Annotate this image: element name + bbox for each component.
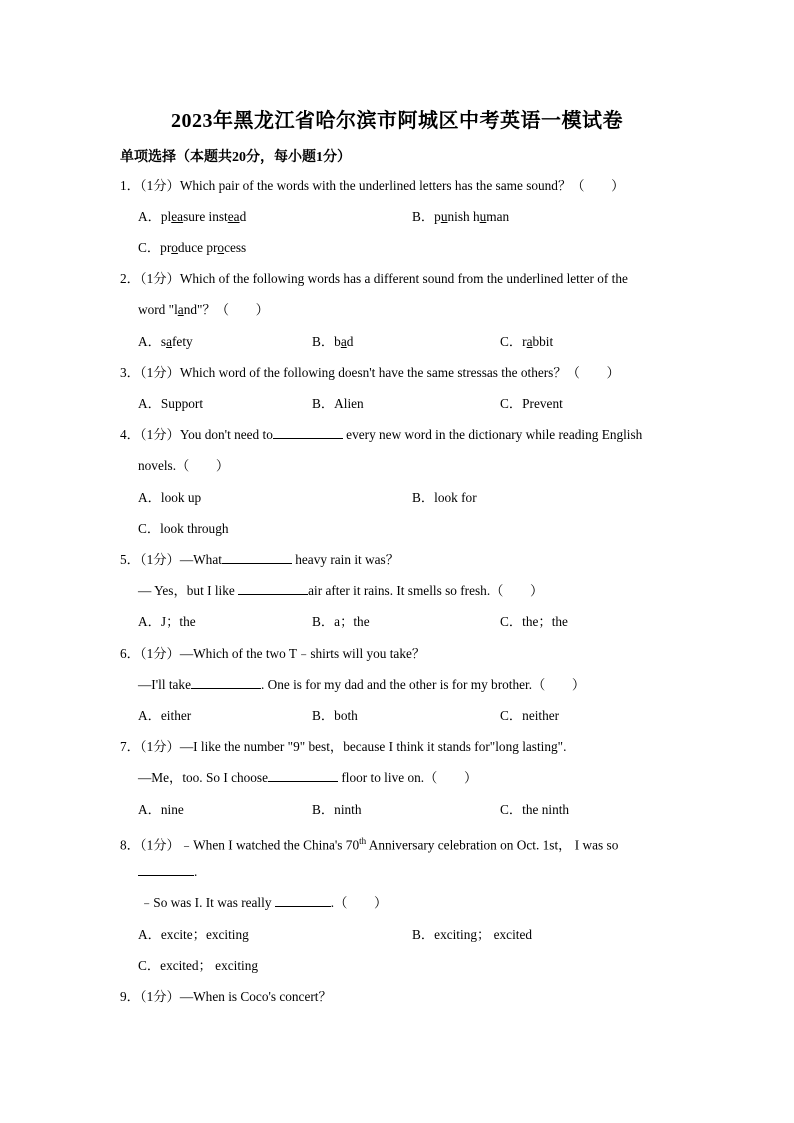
q1-option-b: B．punish human [412,209,510,224]
answer-blank [268,769,338,782]
q5-stem: 5．（1分）—What heavy rain it was？ [120,552,400,567]
answer-blank [273,426,343,439]
q5-option-c: C．the；the [500,614,568,629]
q3-option-a: A．Support [138,396,204,411]
q8-stem-line3: ﹣So was I. It was really .（ ） [140,895,388,910]
q5-option-a: A．J；the [138,614,196,629]
q4-stem-line2: novels.（ ） [138,458,230,473]
q8-stem-line2: . [138,863,197,881]
q3-option-c: C．Prevent [500,396,563,411]
q8-option-b: B．exciting； excited [412,927,533,942]
q6-option-a: A．either [138,708,192,723]
q2-option-a: A．safety [138,334,193,349]
q4-option-a: A．look up [138,490,202,505]
q1-stem: 1．（1分）Which pair of the words with the underlined letters has the same sound？（ ） [120,178,625,193]
q2-stem: 2．（1分）Which of the following words has a different sound from the underlined letter of the [120,271,628,286]
q1-option-c: C．produce process [138,240,247,255]
section-heading: 单项选择（本题共20分，每小题1分） [120,150,351,165]
q7-option-c: C．the ninth [500,802,570,817]
q7-stem: 7．（1分）—I like the number "9" best，because I think it stands for"long lasting". [120,739,567,754]
q9-stem: 9．（1分）—When is Coco's concert？ [120,989,332,1004]
answer-blank [138,863,194,876]
q6-stem: 6．（1分）—Which of the two T﹣shirts will you take？ [120,646,426,661]
q7-option-b: B．ninth [312,802,362,817]
answer-blank [222,551,292,564]
q2-option-b: B．bad [312,334,354,349]
exam-title: 2023年黑龙江省哈尔滨市阿城区中考英语一模试卷 [171,110,623,132]
q5-option-b: B．a；the [312,614,370,629]
q8-option-a: A．excite；exciting [138,927,249,942]
q8-stem: 8．（1分）﹣When I watched the China's 70th Anniversary celebration on Oct. 1st， I was so [120,836,619,853]
q4-option-b: B．look for [412,490,477,505]
q7-option-a: A．nine [138,802,184,817]
q4-option-c: C．look through [138,521,229,536]
q3-stem: 3．（1分）Which word of the following doesn't have the same stressas the others？（ ） [120,365,620,380]
q1-option-a: A．pleasure instead [138,209,247,224]
q2-stem-line2: word "land"？（ ） [138,302,269,317]
q8-option-c: C．excited； exciting [138,958,259,973]
q4-stem: 4．（1分）You don't need to every new word in the dictionary while reading English [120,427,643,442]
q5-stem-line2: — Yes，but I like air after it rains. It smells so fresh.（ ） [138,583,544,598]
answer-blank [275,894,331,907]
q2-option-c: C．rabbit [500,334,554,349]
q6-stem-line2: —I'll take . One is for my dad and the other is for my brother.（ ） [138,677,586,692]
q6-option-c: C．neither [500,708,560,723]
q6-option-b: B．both [312,708,358,723]
answer-blank [238,582,308,595]
answer-blank [191,676,261,689]
q3-option-b: B．Alien [312,396,364,411]
q7-stem-line2: —Me，too. So I choose floor to live on.（ ） [138,770,478,785]
